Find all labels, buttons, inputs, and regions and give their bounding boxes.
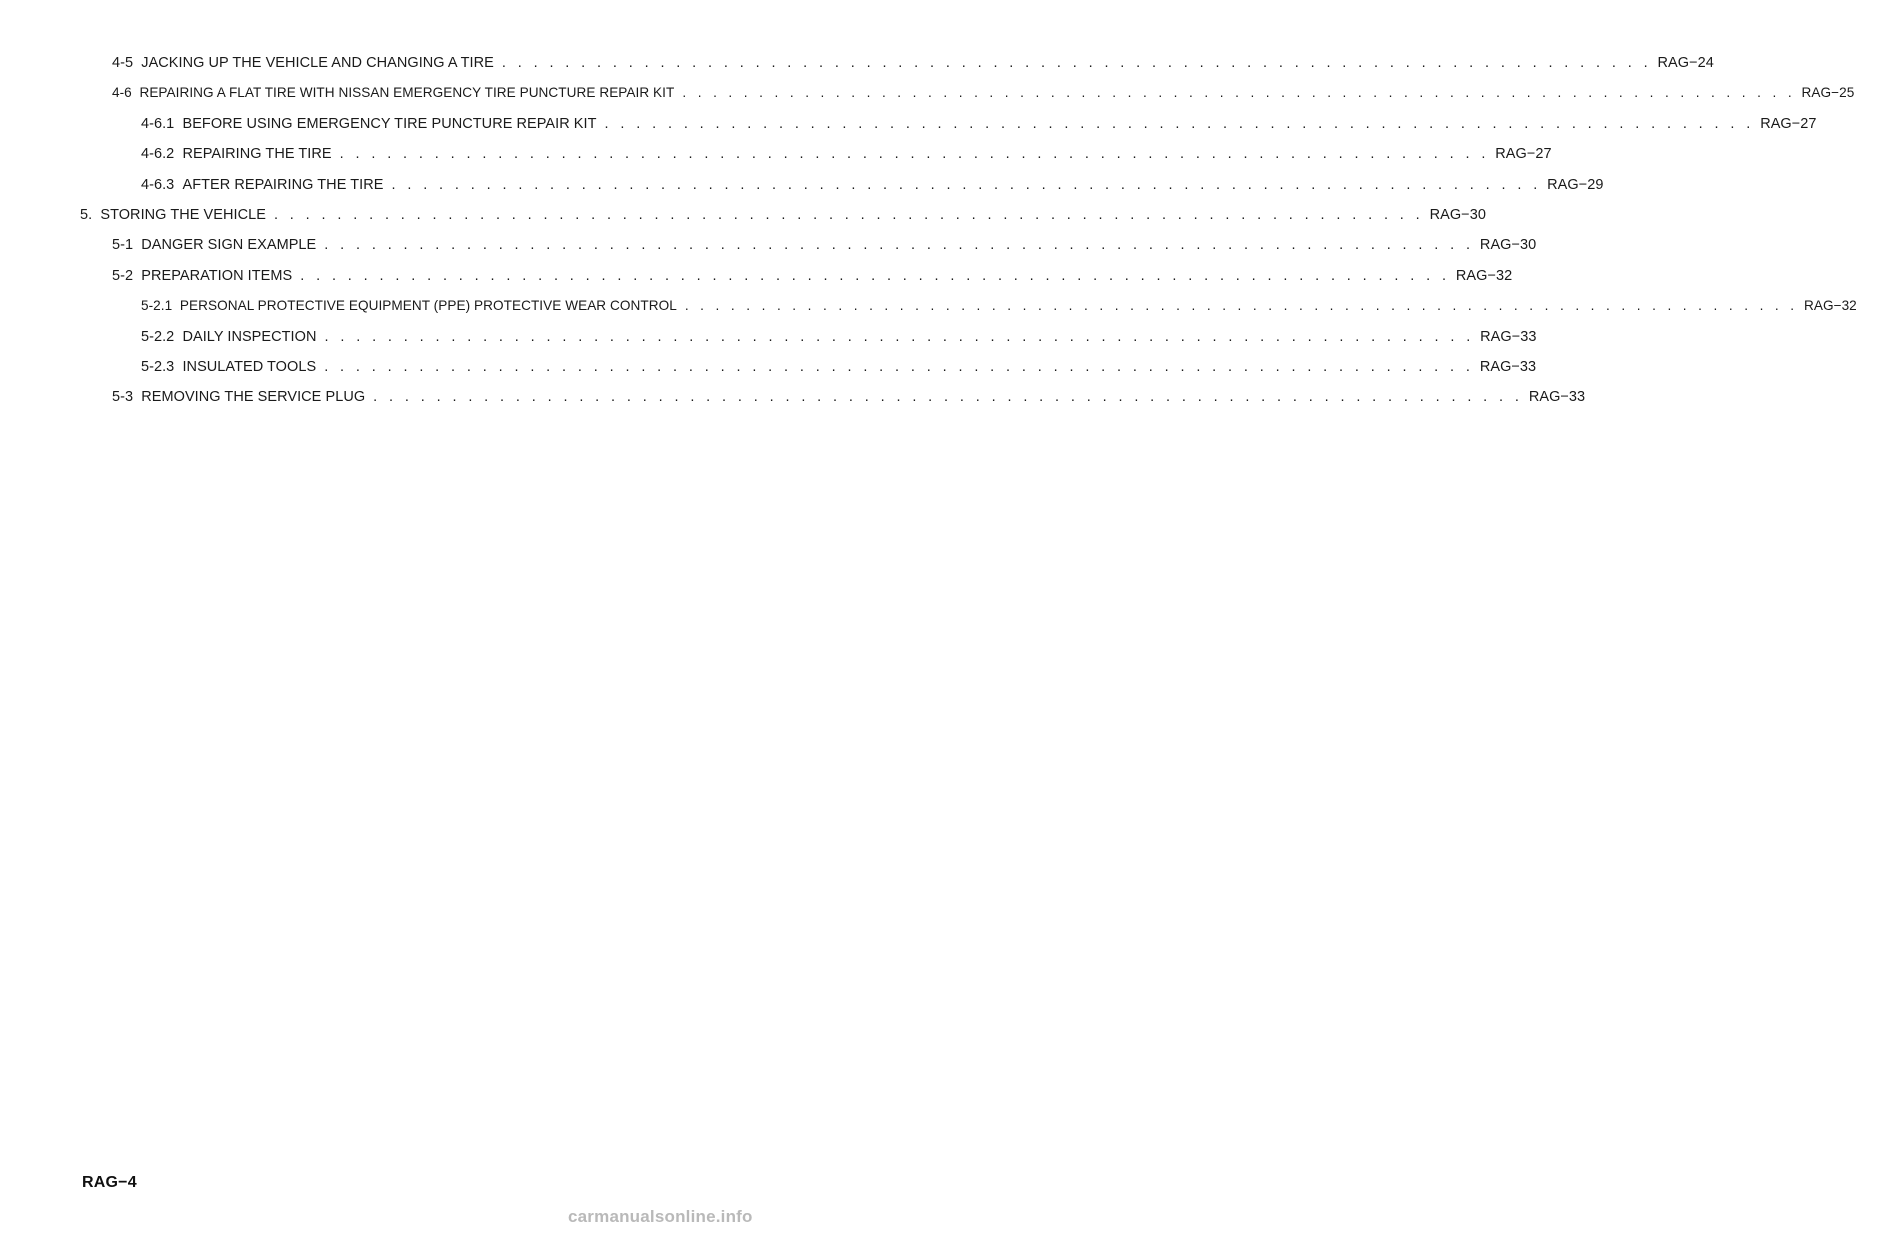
toc-entry-page: RAG−27	[1760, 115, 1817, 132]
toc-entry[interactable]	[0, 326, 1537, 356]
toc-entry-page: RAG−33	[1480, 328, 1537, 345]
toc-entry-title: BEFORE USING EMERGENCY TIRE PUNCTURE REPAIR KIT	[182, 115, 597, 132]
toc-entry-number: 5-2.2	[141, 328, 183, 345]
toc-entry-number: 4-6.2	[141, 146, 183, 163]
toc-entry-title: REPAIRING A FLAT TIRE WITH NISSAN EMERGENCY TIRE PUNCTURE REPAIR KIT	[139, 85, 675, 101]
toc-entry-title: AFTER REPAIRING THE TIRE	[182, 176, 384, 193]
toc-entry-title: INSULATED TOOLS	[182, 358, 317, 375]
toc-dot-leader: . . . . . . . . . . . . . . . . . . . . . . . . . . . . . . . . . . . . . . . . . . . . . . . . . . . . . . . . . . . . . . . . . . . . . . . . .	[501, 55, 1652, 71]
toc-entry-number: 5-2.3	[141, 358, 183, 375]
toc-entry[interactable]	[0, 82, 1855, 112]
toc-entry[interactable]	[0, 234, 1537, 264]
toc-entry-page: RAG−32	[1455, 267, 1513, 284]
toc-entry-number: 5-3	[112, 389, 142, 406]
toc-entry[interactable]	[0, 113, 1817, 143]
toc-entry-page: RAG−24	[1657, 55, 1714, 71]
toc-entry-number: 5-2	[112, 267, 142, 284]
toc-entry-title: JACKING UP THE VEHICLE AND CHANGING A TIRE	[141, 55, 494, 71]
toc-entry[interactable]	[0, 204, 1486, 234]
page-number-label: RAG−4	[82, 1174, 137, 1191]
toc-entry[interactable]	[0, 356, 1537, 386]
toc-entry-page: RAG−33	[1528, 389, 1586, 406]
toc-entry-page: RAG−27	[1495, 146, 1552, 163]
toc-entry[interactable]	[0, 265, 1513, 295]
toc-entry-title: PREPARATION ITEMS	[141, 267, 293, 284]
toc-dot-leader: . . . . . . . . . . . . . . . . . . . . . . . . . . . . . . . . . . . . . . . . . . . . . . . . . . . . . . . . . . . . . . . . . . . . . . . . .	[604, 115, 1755, 132]
toc-entry-number: 4-5	[112, 55, 142, 71]
toc-dot-leader: . . . . . . . . . . . . . . . . . . . . . . . . . . . . . . . . . . . . . . . . . . . . . . . . . . . . . . . . . . . . . . . . . . . . . . . . .	[324, 358, 1474, 375]
toc-entry-page: RAG−30	[1429, 206, 1486, 223]
table-of-contents	[0, 52, 1857, 417]
toc-entry[interactable]	[0, 386, 1586, 416]
toc-entry-page: RAG−32	[1803, 298, 1857, 314]
toc-entry-page: RAG−30	[1479, 237, 1537, 254]
toc-dot-leader: . . . . . . . . . . . . . . . . . . . . . . . . . . . . . . . . . . . . . . . . . . . . . . . . . . . . . . . . . . . . . . . . . . . . . . . . .	[300, 267, 1450, 284]
watermark-text: carmanualsonline.info	[568, 1207, 753, 1226]
toc-entry-title: STORING THE VEHICLE	[100, 206, 266, 223]
toc-dot-leader: . . . . . . . . . . . . . . . . . . . . . . . . . . . . . . . . . . . . . . . . . . . . . . . . . . . . . . . . . . . . . . . . . . . . . . . . .	[324, 237, 1474, 254]
toc-entry-title: DAILY INSPECTION	[182, 328, 317, 345]
toc-dot-leader: . . . . . . . . . . . . . . . . . . . . . . . . . . . . . . . . . . . . . . . . . . . . . . . . . . . . . . . . . . . . . . . . . . . . . . . . .	[273, 206, 1424, 223]
toc-entry-number: 4-6.3	[141, 176, 183, 193]
toc-dot-leader: . . . . . . . . . . . . . . . . . . . . . . . . . . . . . . . . . . . . . . . . . . . . . . . . . . . . . . . . . . . . . . . . . . . . . . . . .	[684, 298, 1798, 314]
toc-entry[interactable]	[0, 295, 1857, 325]
toc-dot-leader: . . . . . . . . . . . . . . . . . . . . . . . . . . . . . . . . . . . . . . . . . . . . . . . . . . . . . . . . . . . . . . . . . . . . . . . . .	[391, 176, 1542, 193]
toc-dot-leader: . . . . . . . . . . . . . . . . . . . . . . . . . . . . . . . . . . . . . . . . . . . . . . . . . . . . . . . . . . . . . . . . . . . . . . . . .	[682, 85, 1796, 101]
toc-entry-number: 5.	[80, 206, 101, 223]
toc-entry-page: RAG−29	[1547, 176, 1604, 193]
toc-entry[interactable]	[0, 143, 1552, 173]
toc-entry[interactable]	[0, 52, 1714, 82]
toc-entry-page: RAG−25	[1801, 85, 1855, 101]
toc-dot-leader: . . . . . . . . . . . . . . . . . . . . . . . . . . . . . . . . . . . . . . . . . . . . . . . . . . . . . . . . . . . . . . . . . . . . . . . . .	[373, 389, 1523, 406]
toc-entry-page: RAG−33	[1479, 358, 1537, 375]
toc-entry-title: REMOVING THE SERVICE PLUG	[141, 389, 366, 406]
toc-entry-title: PERSONAL PROTECTIVE EQUIPMENT (PPE) PROTECTIVE WEAR CONTROL	[179, 298, 677, 314]
toc-entry-title: REPAIRING THE TIRE	[182, 146, 332, 163]
toc-entry-number: 5-2.1	[141, 298, 180, 314]
toc-entry[interactable]	[0, 174, 1604, 204]
toc-entry-number: 5-1	[112, 237, 142, 254]
toc-dot-leader: . . . . . . . . . . . . . . . . . . . . . . . . . . . . . . . . . . . . . . . . . . . . . . . . . . . . . . . . . . . . . . . . . . . . . . . . .	[324, 328, 1475, 345]
toc-entry-number: 4-6.1	[141, 115, 183, 132]
toc-entry-title: DANGER SIGN EXAMPLE	[141, 237, 317, 254]
toc-dot-leader: . . . . . . . . . . . . . . . . . . . . . . . . . . . . . . . . . . . . . . . . . . . . . . . . . . . . . . . . . . . . . . . . . . . . . . . . .	[339, 146, 1490, 163]
toc-entry-number: 4-6	[112, 85, 140, 101]
